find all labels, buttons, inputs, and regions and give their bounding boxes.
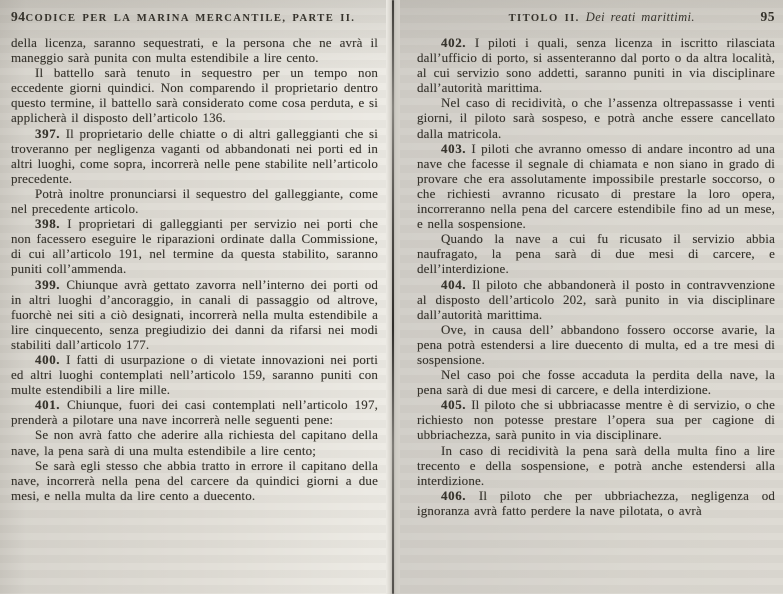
page-body-left [11,35,378,503]
page-number-right: 95 [760,9,775,24]
page-number-left: 94 [11,9,26,24]
paragraph: 405. Il piloto che si ubbriacasse mentre è di servizio, o che richiesto non potesse prestare l’opera sua per cagione di ubbriachezza, sarà punito in via disciplinare. [417,397,775,443]
article-number: 406. [441,487,467,503]
paragraph: Potrà inoltre pronunciarsi il sequestro del galleggiante, come nel precedente articolo. [11,185,378,217]
paragraph: Il battello sarà tenuto in sequestro per un tempo non eccedente giorni quindici. Non comparendo il proprietario dentro questo termine, il battello sarà considerato come cosa perduta, e si applicherà il disposto dell’articolo 136. [11,65,378,126]
running-header-left-title: CODICE PER LA MARINA MERCANTILE, PARTE II. [25,13,356,24]
article-number: 400. [35,351,61,367]
running-head-left [11,9,378,25]
running-header-subject: Dei reati marittimi. [585,10,695,24]
article-number: 399. [35,276,61,292]
paragraph: Se sarà egli stesso che abbia tratto in errore il capitano della nave, incorrerà nella pena del carcere da quindici giorni a due mesi, e nella multa da lire cento a duecento. [11,457,378,503]
paragraph: Nel caso di recidività, o che l’assenza oltrepassasse i venti giorni, il piloto sarà sospeso, e potrà anche essere cancellato dalla matricola. [417,95,775,141]
running-header-titolo: TITOLO II. [508,13,580,24]
article-number: 404. [441,276,467,292]
article-number: 401. [35,397,61,413]
article-number: 403. [441,140,467,156]
article-number: 402. [441,35,467,50]
paragraph: 401. Chiunque, fuori dei casi contemplati nell’articolo 197, prenderà a pilotare una nave incorrerà nelle seguenti pene: [11,397,378,428]
running-head-right [417,9,775,25]
paragraph: 397. Il proprietario delle chiatte o di altri galleggianti che si troveranno per negligenza vaganti od abbandonati nei porti ed in altri luoghi, come sopra, incorrerà nelle pene stabilite nell’articolo precedente. [11,125,378,186]
page-body-right [417,35,775,518]
paragraph: Quando la nave a cui fu ricusato il servizio abbia naufragato, la pena sarà di due mesi di carcere, e dell’interdizione. [417,231,775,277]
article-number: 398. [35,216,61,232]
paragraph: della licenza, saranno sequestrati, e la persona che ne avrà il maneggio sarà punita con multa estendibile a lire cento. [11,35,378,66]
paragraph: Se non avrà fatto che aderire alla richiesta del capitano della nave, la pena sarà di una multa estendibile a lire cento; [11,427,378,458]
page-gutter-fold [386,0,400,594]
page-left [0,0,386,594]
paragraph: 404. Il piloto che abbandonerà il posto in contravvenzione al disposto dell’articolo 202, sarà punito in via disciplinare dall’autorità marittima. [417,276,775,322]
page-right [400,0,783,594]
paragraph: Ove, in causa dell’ abbandono fossero occorse avarie, la pena potrà estendersi a lire duecento di multa, ed a tre mesi di sospensione. [417,321,775,367]
article-number: 397. [35,125,61,141]
paragraph: In caso di recidività la pena sarà della multa fino a lire trecento e della sospensione, e potrà anche estendersi alla interdizione. [417,442,775,488]
paragraph: 398. I proprietari di galleggianti per servizio nei porti che non facessero eseguire le riparazioni ordinate dalla Commissione, di cui all’articolo 191, nel termine da questa stabilito, saranno puniti coll’ammenda. [11,216,378,277]
paragraph: 399. Chiunque avrà gettato zavorra nell’interno dei porti od in altri luoghi d’ancoraggio, in canali di passaggio od altrove, fuorchè nei siti a ciò designati, incorrerà nella multa estendibile a lire cinquecento, senza pregiudizio dei danni da rifarsi nei modi stabiliti dall’articolo 177. [11,276,378,352]
paragraph: 403. I piloti che avranno omesso di andare incontro ad una nave che facesse il segnale di chiamata e non siano in grado di provare che era assolutamente impossibile prestarle soccorso, o che richiesti avranno ricusato di prestare la loro opera, incorreranno nella pena del carcere estendibile fino ad un mese, e nella sospensione. [417,140,775,232]
paragraph: 400. I fatti di usurpazione o di vietate innovazioni nei porti ed altri luoghi contemplati nell’articolo 159, saranno puniti con multe estendibili a lire mille. [11,351,378,398]
paragraph: Nel caso poi che fosse accaduta la perdita della nave, la pena sarà di due mesi di carcere, e della interdizione. [417,367,775,398]
article-number: 405. [441,397,467,413]
paragraph: 402. I piloti i quali, senza licenza in iscritto rilasciata dall’ufficio di porto, si assenteranno dal porto o da altra località, al cui servizio sono addetti, saranno puniti in via disciplinare dall’autorità marittima. [417,35,775,96]
paragraph: 406. Il piloto che per ubbriachezza, negligenza od ignoranza avrà fatto perdere la nave pilotata, o avrà [417,487,775,518]
running-header-right-title [443,10,761,25]
